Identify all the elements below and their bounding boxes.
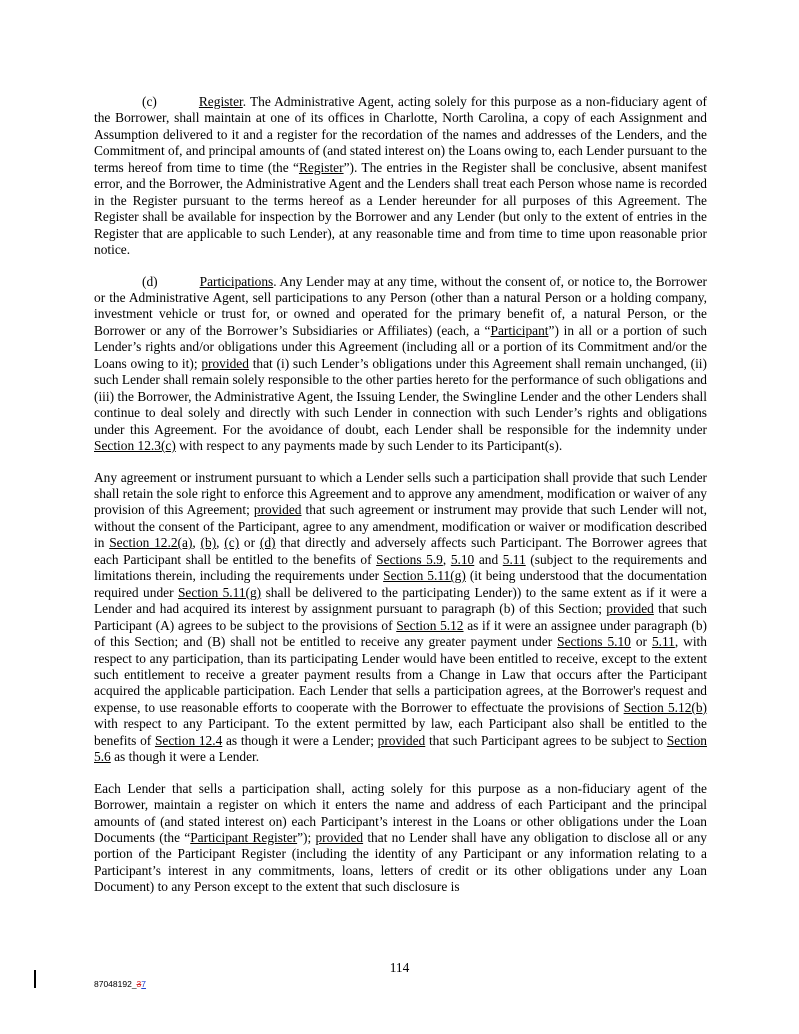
revision-change-bar bbox=[34, 970, 36, 988]
body-text: . Any Lender may at any time, without the consent of, or notice to, the Borrower or the Administrative Agent, sell participations to any Person (other than a natural Person or a holding company, investment vehicle or trust for, or owned and operated for the primary benefit of, a natural Person, or the Borrower or any of the Borrower’s Subsidiaries or Affiliates) (each, a “ bbox=[94, 273, 707, 338]
body-text: as though it were a Lender. bbox=[110, 749, 260, 765]
body-text: (subject to the requirements and limitations therein, including the requirements under bbox=[94, 551, 707, 584]
document-page bbox=[94, 94, 707, 911]
body-text: with respect to any Participant. To the extent permitted by law, each Participant also shall be entitled to the benefits of bbox=[94, 716, 707, 748]
proviso-provided: provided bbox=[315, 830, 364, 846]
section-d-heading: Participations bbox=[199, 273, 274, 289]
cross-reference: Section 5.12 bbox=[396, 617, 464, 633]
proviso-provided: provided bbox=[377, 732, 426, 748]
cross-reference: Section 12.2(a) bbox=[109, 535, 193, 551]
body-text: or bbox=[239, 535, 260, 551]
body-text: , bbox=[216, 535, 225, 551]
body-text: that such agreement or instrument may provide that such Lender will not, without the consent of the Participant, agree to any amendment, modification or waiver or modification described in bbox=[94, 502, 708, 551]
cross-reference: Sections 5.10 bbox=[557, 634, 631, 650]
section-d-number: (d) bbox=[142, 273, 158, 289]
cross-reference: (c) bbox=[224, 535, 240, 551]
cross-reference: Sections 5.9 bbox=[376, 551, 443, 567]
body-text: as if it were an assignee under paragraph (b) of this Section; and (B) shall not be entitled to receive any greater payment under bbox=[94, 617, 707, 650]
page-number: 114 bbox=[389, 960, 410, 975]
defined-term-register: Register bbox=[298, 159, 344, 175]
body-text: as though it were a Lender; bbox=[222, 732, 378, 748]
body-text: Each Lender that sells a participation shall, acting solely for this purpose as a non-fiduciary agent of the Borrower, maintain a register on which it enters the name and address of each Participant and the principal amounts of (and stated interest on) each Participant’s interest in the Loans or other obligations under the Loan Documents (the “ bbox=[94, 780, 707, 846]
proviso-provided: provided bbox=[201, 355, 249, 371]
body-text: , bbox=[442, 551, 451, 567]
version-inserted: 7 bbox=[141, 979, 147, 989]
cross-reference: (d) bbox=[259, 535, 276, 551]
participation-agreement-paragraph bbox=[94, 470, 707, 766]
body-text: (it being understood that the documentation required under bbox=[94, 568, 707, 600]
body-text: Any agreement or instrument pursuant to which a Lender sells such a participation shall provide that such Lender shall retain the sole right to enforce this Agreement and to approve any amendment, modification or waiver of any provision of this Agreement; bbox=[94, 469, 707, 518]
proviso-provided: provided bbox=[253, 502, 302, 518]
cross-reference: (b) bbox=[200, 535, 217, 551]
proviso-provided: provided bbox=[606, 601, 654, 617]
defined-term-participant: Participant bbox=[490, 322, 549, 338]
version-deleted: 3 bbox=[136, 979, 142, 989]
body-text: or bbox=[630, 634, 652, 650]
section-d-paragraph bbox=[94, 274, 707, 455]
cross-reference: Section 12.4 bbox=[154, 732, 223, 748]
section-c-paragraph bbox=[94, 94, 707, 259]
body-text: ”). The entries in the Register shall be conclusive, absent manifest error, and the Borrower, the Administrative Agent and the Lenders shall treat each Person whose name is recorded in the Register pursuant to the terms hereof as a Lender hereunder for all purposes of this Agreement. The Register shall be available for inspection by the Borrower and any Lender (but only to the extent of entries in the Register that are applicable to such Lender), at any reasonable time and from time to time upon reasonable prior notice. bbox=[94, 159, 707, 258]
body-text: ”) in all or a portion of such Lender’s rights and/or obligations under this Agreement (including all or a portion of its Commitment and/or the Loans owing to it); bbox=[94, 322, 708, 371]
body-text: , bbox=[192, 535, 201, 551]
body-text: with respect to any payments made by such Lender to its Participant(s). bbox=[175, 438, 563, 454]
cross-reference: Section 5.6 bbox=[94, 732, 707, 765]
body-text: that (i) such Lender’s obligations under this Agreement shall remain unchanged, (ii) such Lender shall remain solely responsible to the other parties hereto for the performance of such obligations and (iii) the Borrower, the Administrative Agent, the Issuing Lender, the Swingline Lender and the other Lenders shall continue to deal solely and directly with such Lender in connection with such Lender’s rights and obligations under this Agreement. For the avoidance of doubt, each Lender shall be responsible for the indemnity under bbox=[94, 355, 707, 437]
cross-reference: Section 5.12(b) bbox=[623, 699, 708, 715]
defined-term-participant-register: Participant Register bbox=[190, 830, 298, 846]
section-c-number: (c) bbox=[142, 94, 157, 109]
participant-register-paragraph bbox=[94, 781, 707, 896]
cross-reference: Section 5.11(g) bbox=[383, 568, 466, 584]
body-text: ”); bbox=[297, 830, 316, 846]
body-text: that no Lender shall have any obligation to disclose all or any portion of the Participant Register (including the identity of any Participant or any information relating to a Participant’s interest in any commitments, loans, letters of credit or its other obligations under any Loan Document) to any Person except to the extent that such disclosure is bbox=[94, 830, 707, 895]
body-text: and bbox=[474, 551, 503, 567]
body-text: . The Administrative Agent, acting solely for this purpose as a non-fiduciary agent of the Borrower, shall maintain at one of its offices in Charlotte, North Carolina, a copy of each Assignment and Assumption delivered to it and a register for the recordation of the names and addresses of the Lenders, and the Commitment of, and principal amounts of (and stated interest on) the Loans owing to, each Lender pursuant to the terms hereof from time to time (the “ bbox=[94, 94, 707, 175]
body-text: , with respect to any participation, than its participating Lender would have been entitled to receive, except to the extent such entitlement to receive a greater payment results from a Change in Law that occurs after the Participant acquired the applicable participation. Each Lender that sells a participation agrees, at the Borrower's request and expense, to use reasonable efforts to cooperate with the Borrower to effectuate the provisions of bbox=[94, 634, 707, 715]
cross-reference: 5.11 bbox=[502, 551, 526, 567]
body-text: that such Participant (A) agrees to be subject to the provisions of bbox=[94, 601, 707, 633]
body-text: shall be delivered to the participating Lender)) to the same extent as if it were a Lender and had acquired its interest by assignment pursuant to paragraph (b) of this Section; bbox=[94, 584, 707, 617]
section-c-heading: Register bbox=[198, 94, 243, 109]
document-id bbox=[94, 979, 146, 989]
cross-reference: Section 12.3(c) bbox=[94, 438, 176, 454]
body-text: that such Participant agrees to be subject to bbox=[425, 732, 667, 748]
cross-reference: 5.11 bbox=[651, 634, 675, 650]
document-id-base: 87048192_ bbox=[94, 979, 137, 989]
body-text: that directly and adversely affects such Participant. The Borrower agrees that each Participant shall be entitled to the benefits of bbox=[94, 535, 708, 567]
cross-reference: 5.10 bbox=[450, 551, 475, 567]
cross-reference: Section 5.11(g) bbox=[177, 584, 262, 600]
